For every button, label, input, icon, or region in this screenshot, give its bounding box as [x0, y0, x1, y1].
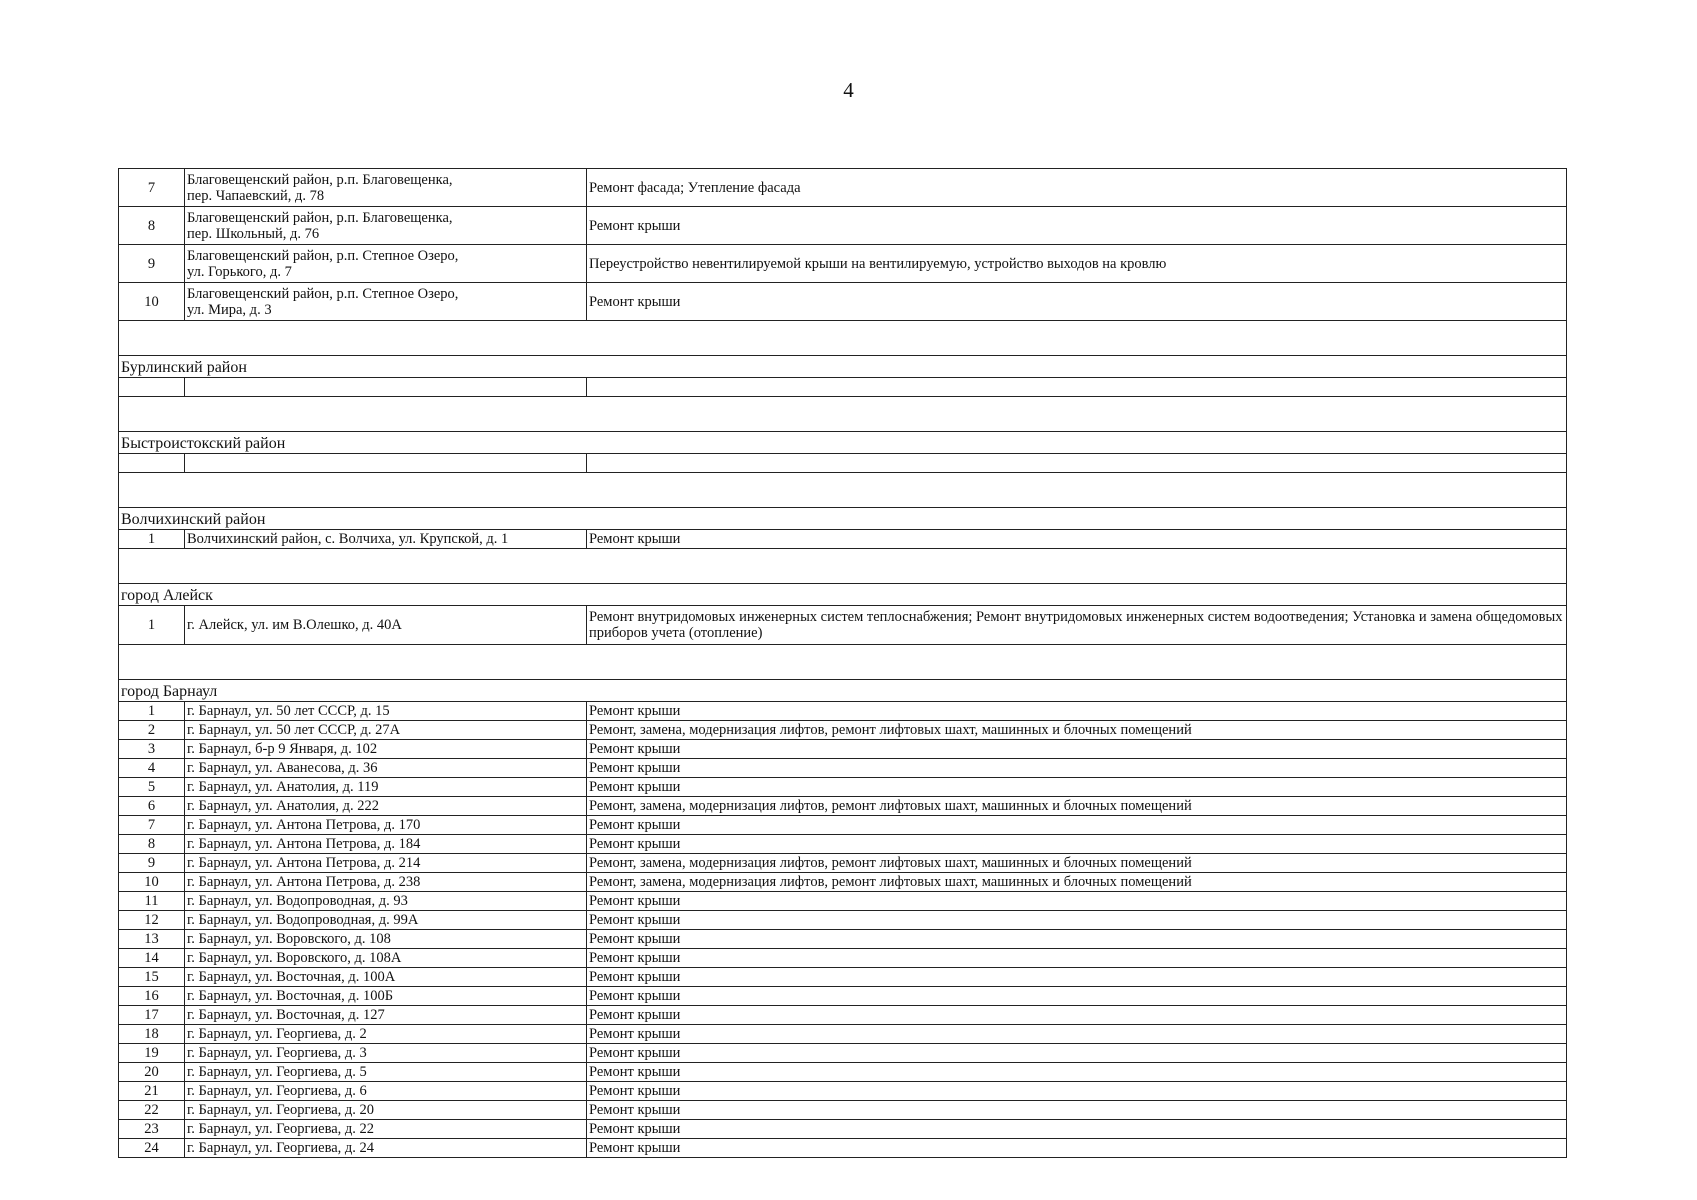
table-row [119, 1006, 1567, 1025]
table-row [119, 873, 1567, 892]
address-line: г. Барнаул, ул. Антона Петрова, д. 238 [187, 874, 421, 890]
row-number: 8 [119, 835, 185, 854]
address-line: Благовещенский район, р.п. Степное Озеро, [187, 285, 459, 302]
section-gap [119, 397, 1567, 432]
row-number: 12 [119, 911, 185, 930]
row-work: Ремонт крыши [587, 987, 1567, 1006]
section-title-row [119, 356, 1567, 378]
row-address [185, 1063, 587, 1082]
address-line: г. Барнаул, ул. Водопроводная, д. 99А [187, 912, 419, 928]
address-line: г. Барнаул, ул. Георгиева, д. 20 [187, 1102, 375, 1118]
row-work: Ремонт фасада; Утепление фасада [587, 169, 1567, 207]
row-address [185, 721, 587, 740]
section-gap-cell [119, 397, 1567, 432]
row-number: 24 [119, 1139, 185, 1158]
row-address [185, 873, 587, 892]
row-number: 5 [119, 778, 185, 797]
table-row [119, 740, 1567, 759]
table-row [119, 1101, 1567, 1120]
address-line: г. Барнаул, ул. Георгиева, д. 22 [187, 1121, 375, 1137]
row-work: Ремонт, замена, модернизация лифтов, ремонт лифтовых шахт, машинных и блочных помещений [587, 854, 1567, 873]
address-line: г. Барнаул, ул. Аванесова, д. 36 [187, 760, 378, 776]
address-line: г. Барнаул, ул. 50 лет СССР, д. 27А [187, 722, 401, 738]
row-address [185, 911, 587, 930]
section-title: Быстроистокский район [119, 432, 1567, 454]
row-address [185, 759, 587, 778]
row-address [185, 1006, 587, 1025]
table-row [119, 949, 1567, 968]
row-address [185, 530, 587, 549]
row-work: Ремонт крыши [587, 911, 1567, 930]
row-address [185, 454, 587, 473]
address-line: г. Барнаул, ул. Георгиева, д. 24 [187, 1140, 375, 1156]
row-address [185, 283, 587, 321]
row-work: Ремонт крыши [587, 1082, 1567, 1101]
row-number: 7 [119, 169, 185, 207]
table-row [119, 778, 1567, 797]
address-line: г. Барнаул, ул. Воровского, д. 108А [187, 950, 402, 966]
row-address [185, 169, 587, 207]
row-number: 18 [119, 1025, 185, 1044]
address-line: г. Барнаул, ул. Восточная, д. 100А [187, 969, 396, 985]
row-work: Ремонт крыши [587, 949, 1567, 968]
row-address [185, 1139, 587, 1158]
row-number: 1 [119, 606, 185, 645]
row-work: Ремонт крыши [587, 740, 1567, 759]
row-number: 23 [119, 1120, 185, 1139]
address-line: пер. Школьный, д. 76 [187, 225, 320, 242]
row-work: Ремонт крыши [587, 930, 1567, 949]
address-line: г. Барнаул, ул. Антона Петрова, д. 170 [187, 817, 421, 833]
address-line: г. Барнаул, ул. Георгиева, д. 2 [187, 1026, 367, 1042]
table-row [119, 835, 1567, 854]
row-work: Ремонт крыши [587, 778, 1567, 797]
row-work: Ремонт, замена, модернизация лифтов, ремонт лифтовых шахт, машинных и блочных помещений [587, 721, 1567, 740]
table-row [119, 702, 1567, 721]
row-work: Ремонт крыши [587, 1063, 1567, 1082]
row-number: 2 [119, 721, 185, 740]
row-work: Ремонт крыши [587, 892, 1567, 911]
section-title: город Барнаул [119, 680, 1567, 702]
address-line: г. Барнаул, ул. 50 лет СССР, д. 15 [187, 703, 390, 719]
repair-table-body [119, 169, 1567, 1158]
address-line: г. Барнаул, ул. Воровского, д. 108 [187, 931, 391, 947]
table-row [119, 1120, 1567, 1139]
table-row [119, 606, 1567, 645]
table-row [119, 816, 1567, 835]
row-number: 14 [119, 949, 185, 968]
row-work: Ремонт крыши [587, 1006, 1567, 1025]
section-title: Бурлинский район [119, 356, 1567, 378]
row-address [185, 968, 587, 987]
row-work: Ремонт, замена, модернизация лифтов, ремонт лифтовых шахт, машинных и блочных помещений [587, 797, 1567, 816]
row-number: 13 [119, 930, 185, 949]
row-work: Ремонт крыши [587, 968, 1567, 987]
row-work: Ремонт крыши [587, 283, 1567, 321]
row-work: Ремонт крыши [587, 1044, 1567, 1063]
row-address [185, 778, 587, 797]
row-number: 15 [119, 968, 185, 987]
row-number: 4 [119, 759, 185, 778]
address-line: г. Барнаул, ул. Георгиева, д. 3 [187, 1045, 367, 1061]
address-line: г. Барнаул, ул. Восточная, д. 127 [187, 1007, 385, 1023]
section-gap-cell [119, 549, 1567, 584]
row-address [185, 930, 587, 949]
table-row [119, 1082, 1567, 1101]
table-row [119, 169, 1567, 207]
address-line: Волчихинский район, с. Волчиха, ул. Крупской, д. 1 [187, 531, 509, 547]
row-work: Ремонт крыши [587, 835, 1567, 854]
address-line: г. Барнаул, б-р 9 Января, д. 102 [187, 741, 378, 757]
table-row [119, 930, 1567, 949]
table-row [119, 854, 1567, 873]
row-address [185, 1044, 587, 1063]
row-work: Ремонт крыши [587, 530, 1567, 549]
row-address [185, 797, 587, 816]
row-number: 19 [119, 1044, 185, 1063]
row-address [185, 835, 587, 854]
row-number: 8 [119, 207, 185, 245]
row-number: 9 [119, 854, 185, 873]
section-gap-cell [119, 321, 1567, 356]
table-row [119, 721, 1567, 740]
row-address [185, 1082, 587, 1101]
row-number: 7 [119, 816, 185, 835]
section-title-row [119, 584, 1567, 606]
table-row [119, 1025, 1567, 1044]
address-line: г. Алейск, ул. им В.Олешко, д. 40А [187, 617, 402, 633]
repair-table [118, 168, 1567, 1158]
empty-row [119, 454, 1567, 473]
row-number: 11 [119, 892, 185, 911]
address-line: г. Барнаул, ул. Водопроводная, д. 93 [187, 893, 408, 909]
row-address [185, 816, 587, 835]
section-title-row [119, 508, 1567, 530]
table-row [119, 968, 1567, 987]
row-address [185, 740, 587, 759]
row-address [185, 1120, 587, 1139]
address-line: г. Барнаул, ул. Анатолия, д. 222 [187, 798, 380, 814]
section-title-row [119, 680, 1567, 702]
row-work: Ремонт крыши [587, 1139, 1567, 1158]
row-number: 10 [119, 283, 185, 321]
address-line: г. Барнаул, ул. Восточная, д. 100Б [187, 988, 394, 1004]
page-number: 4 [843, 78, 854, 102]
section-gap-cell [119, 645, 1567, 680]
address-line: г. Барнаул, ул. Георгиева, д. 5 [187, 1064, 367, 1080]
row-work: Ремонт крыши [587, 207, 1567, 245]
table-row [119, 1139, 1567, 1158]
row-number [119, 378, 185, 397]
row-number: 1 [119, 530, 185, 549]
row-work [587, 378, 1567, 397]
row-number: 9 [119, 245, 185, 283]
table-row [119, 987, 1567, 1006]
row-address [185, 207, 587, 245]
address-line: г. Барнаул, ул. Антона Петрова, д. 214 [187, 855, 421, 871]
empty-row [119, 378, 1567, 397]
table-row [119, 892, 1567, 911]
address-line: ул. Мира, д. 3 [187, 301, 272, 318]
address-line: пер. Чапаевский, д. 78 [187, 187, 325, 204]
address-line: ул. Горького, д. 7 [187, 263, 292, 280]
row-work: Ремонт крыши [587, 816, 1567, 835]
row-work: Ремонт крыши [587, 1120, 1567, 1139]
row-address [185, 949, 587, 968]
row-address [185, 1025, 587, 1044]
table-row [119, 207, 1567, 245]
row-work: Ремонт крыши [587, 759, 1567, 778]
row-address [185, 378, 587, 397]
row-number: 22 [119, 1101, 185, 1120]
row-number: 16 [119, 987, 185, 1006]
section-title: Волчихинский район [119, 508, 1567, 530]
section-title: город Алейск [119, 584, 1567, 606]
row-work: Ремонт, замена, модернизация лифтов, ремонт лифтовых шахт, машинных и блочных помещений [587, 873, 1567, 892]
table-row [119, 1063, 1567, 1082]
address-line: Благовещенский район, р.п. Благовещенка, [187, 171, 453, 188]
table-row [119, 530, 1567, 549]
address-line: г. Барнаул, ул. Георгиева, д. 6 [187, 1083, 367, 1099]
section-gap [119, 321, 1567, 356]
row-work: Ремонт крыши [587, 1101, 1567, 1120]
row-work: Ремонт крыши [587, 702, 1567, 721]
row-number: 6 [119, 797, 185, 816]
row-work [587, 454, 1567, 473]
table-row [119, 1044, 1567, 1063]
row-work: Ремонт крыши [587, 1025, 1567, 1044]
row-number: 20 [119, 1063, 185, 1082]
row-address [185, 702, 587, 721]
row-work: Переустройство невентилируемой крыши на вентилируемую, устройство выходов на кровлю [587, 245, 1567, 283]
section-gap-cell [119, 473, 1567, 508]
address-line: Благовещенский район, р.п. Степное Озеро, [187, 247, 459, 264]
row-address [185, 606, 587, 645]
section-gap [119, 549, 1567, 584]
row-number: 10 [119, 873, 185, 892]
row-number: 17 [119, 1006, 185, 1025]
row-address [185, 245, 587, 283]
row-number [119, 454, 185, 473]
row-address [185, 987, 587, 1006]
table-row [119, 245, 1567, 283]
address-line: Благовещенский район, р.п. Благовещенка, [187, 209, 453, 226]
row-number: 3 [119, 740, 185, 759]
row-work: Ремонт внутридомовых инженерных систем теплоснабжения; Ремонт внутридомовых инженерных систем водоотведения; Установка и замена общедомовых приборов учета (отопление) [587, 606, 1567, 645]
row-address [185, 1101, 587, 1120]
section-title-row [119, 432, 1567, 454]
table-row [119, 911, 1567, 930]
table-row [119, 797, 1567, 816]
section-gap [119, 645, 1567, 680]
row-number: 21 [119, 1082, 185, 1101]
row-number: 1 [119, 702, 185, 721]
row-address [185, 854, 587, 873]
table-row [119, 759, 1567, 778]
address-line: г. Барнаул, ул. Анатолия, д. 119 [187, 779, 379, 795]
table-row [119, 283, 1567, 321]
section-gap [119, 473, 1567, 508]
row-address [185, 892, 587, 911]
address-line: г. Барнаул, ул. Антона Петрова, д. 184 [187, 836, 421, 852]
